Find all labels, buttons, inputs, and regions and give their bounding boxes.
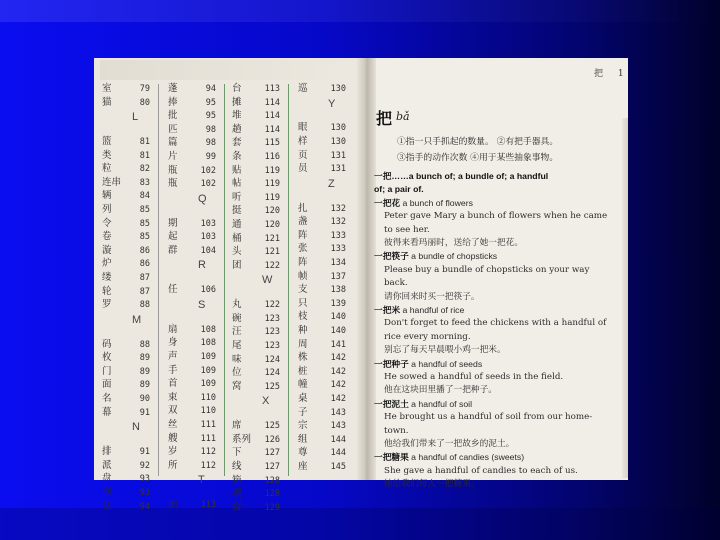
index-char: 批 <box>168 110 178 122</box>
index-char: 排 <box>102 446 112 458</box>
sub-entry-gloss: a handful of rice <box>400 305 465 315</box>
index-page: 91 <box>139 447 150 458</box>
index-section-letter: L <box>132 111 139 124</box>
index-page: 144 <box>330 434 346 445</box>
index-page: 128 <box>264 475 280 486</box>
index-char: 套 <box>232 137 242 149</box>
index-page: 144 <box>330 448 346 459</box>
index-page: 124 <box>264 368 280 379</box>
entry-line: town. <box>384 425 409 436</box>
index-char: 线 <box>232 461 242 473</box>
index-char: 头 <box>232 246 242 258</box>
entry-line: of; a pair of. <box>374 184 424 195</box>
index-char: 子 <box>298 406 308 418</box>
index-page: 133 <box>330 244 346 255</box>
index-page: 92 <box>139 460 150 471</box>
index-char: 帖 <box>232 178 242 190</box>
index-page: 104 <box>200 245 216 256</box>
index-char: 帧 <box>298 270 308 282</box>
index-char: 辆 <box>102 190 112 202</box>
sub-entry-gloss: a handful of soil <box>408 398 473 409</box>
index-page: 85 <box>139 218 150 229</box>
index-char: 支 <box>298 284 308 296</box>
index-char: 轮 <box>102 285 112 297</box>
index-char: 束 <box>168 391 178 403</box>
sub-entry-headword: 一把花 <box>374 198 401 209</box>
index-page: 119 <box>264 192 280 203</box>
index-page: 98 <box>205 138 216 149</box>
index-char: 连串 <box>102 176 122 188</box>
index-page: 85 <box>139 205 150 216</box>
sub-entry-line <box>374 451 624 465</box>
index-char: 周 <box>298 338 308 350</box>
index-page: 113 <box>264 84 280 94</box>
index-char: 盘 <box>102 473 112 485</box>
index-page: 142 <box>330 353 346 364</box>
index-char: 手 <box>168 364 178 376</box>
index-char: 篮 <box>102 136 112 148</box>
index-page: 123 <box>264 341 280 352</box>
index-page: 81 <box>139 137 150 148</box>
index-page: 87 <box>139 273 150 284</box>
index-char: 泡 <box>102 486 112 498</box>
index-page: 122 <box>264 260 280 271</box>
index-page: 89 <box>139 380 150 391</box>
sub-entry-line <box>374 358 624 372</box>
entry-line: He sowed a handful of seeds in the field. <box>384 372 564 382</box>
index-page: 123 <box>264 313 280 324</box>
index-page: 99 <box>205 152 216 162</box>
index-char: 团 <box>232 259 242 271</box>
index-page: 110 <box>200 392 216 403</box>
index-page: 143 <box>330 407 346 418</box>
index-page: 128 <box>264 489 280 500</box>
entry-line: Don't forget to feed the chickens with a handful of <box>384 318 607 329</box>
index-page: 88 <box>139 300 150 311</box>
sub-entry-headword: 一把筷子 <box>374 252 409 263</box>
sub-entry-headword: 一把泥土 <box>374 399 409 410</box>
index-char: 箱 <box>232 474 242 486</box>
index-page: 142 <box>330 394 346 405</box>
bleed-through <box>100 60 350 80</box>
index-char: 下 <box>232 447 242 459</box>
index-char: 瓶 <box>168 164 178 176</box>
index-char: 胎 <box>168 499 178 511</box>
index-char: 声 <box>168 350 178 362</box>
index-char: 宗 <box>298 420 308 432</box>
sub-entry-gloss: a handful of seeds <box>408 358 483 369</box>
index-char: 篇 <box>168 137 178 149</box>
index-page: 124 <box>264 354 280 365</box>
index-char: 扇 <box>168 323 178 335</box>
entry-line: 请你回来时买一把筷子。 <box>384 291 480 302</box>
index-char: 眼 <box>298 122 308 134</box>
index-page: 125 <box>264 421 280 432</box>
index-char: 堆 <box>232 110 242 122</box>
index-char: 幢 <box>298 379 308 391</box>
index-char: 只 <box>298 297 308 309</box>
index-char: 盆 <box>102 500 112 512</box>
entry-line: rice every morning. <box>384 331 471 342</box>
entry-line: 彼得来看玛丽时，送给了她一把花。 <box>384 238 523 248</box>
index-char: 炉 <box>102 258 112 270</box>
index-page: 88 <box>139 339 150 350</box>
index-page: 127 <box>264 448 280 459</box>
index-page: 102 <box>200 165 216 176</box>
index-char: 通 <box>232 219 242 230</box>
index-page: 114 <box>264 97 280 108</box>
index-page: 84 <box>139 191 150 202</box>
index-char: 座 <box>298 461 308 473</box>
index-char: 身 <box>168 337 178 349</box>
index-char: 蓬 <box>168 83 178 94</box>
index-section-letter: R <box>198 259 206 272</box>
index-page: 120 <box>264 206 280 217</box>
index-page: 120 <box>264 220 280 230</box>
index-char: 丸 <box>232 299 242 311</box>
index-page: 142 <box>330 366 346 377</box>
index-page: 142 <box>330 380 346 391</box>
index-page: 79 <box>139 84 150 94</box>
index-page: 95 <box>205 97 216 108</box>
index-char: 挺 <box>232 205 242 217</box>
entry-line: 别忘了每天早晨喂小鸡一把米。 <box>384 345 506 356</box>
index-section-letter: X <box>262 395 270 408</box>
index-page: 103 <box>200 232 216 243</box>
index-char: 艘 <box>168 432 178 444</box>
index-page: 131 <box>330 150 346 161</box>
index-page: 130 <box>330 84 346 94</box>
index-char: 任 <box>168 284 178 296</box>
index-page: 125 <box>264 381 280 392</box>
background-sheen <box>0 0 720 22</box>
index-char: 瓶 <box>168 178 178 190</box>
sub-entry-headword: 一把米 <box>374 306 401 316</box>
index-page: 85 <box>139 232 150 243</box>
index-page: 110 <box>200 406 216 417</box>
index-page: 114 <box>264 111 280 122</box>
index-char: 室 <box>102 83 112 94</box>
page-header <box>594 66 624 79</box>
book-gutter <box>356 58 376 480</box>
index-char: 类 <box>102 149 112 161</box>
entry-line: 他在这块田里播了一把种子。 <box>384 385 497 396</box>
index-char: 席 <box>232 420 242 432</box>
index-page: 119 <box>264 179 280 190</box>
index-char: 汪 <box>232 326 242 338</box>
index-char: 碗 <box>232 312 242 324</box>
entry-line: to see her. <box>384 224 430 235</box>
index-char: 桌 <box>298 393 308 405</box>
index-char: 桶 <box>232 232 242 244</box>
index-char: 名 <box>102 393 112 405</box>
index-char: 系列 <box>232 433 252 445</box>
index-section-letter: Z <box>328 177 335 190</box>
index-char: 桩 <box>298 365 308 377</box>
index-section-letter: W <box>262 274 273 287</box>
index-page: 137 <box>330 271 346 282</box>
index-page: 89 <box>139 366 150 377</box>
index-char: 匹 <box>168 123 178 135</box>
index-page: 133 <box>330 230 346 241</box>
index-page: 86 <box>139 245 150 256</box>
index-char: 组 <box>298 433 308 445</box>
entry-line: She gave a handful of candies to each of us. <box>384 465 578 476</box>
index-char: 群 <box>168 244 178 256</box>
index-char: 条 <box>232 151 242 162</box>
index-char: 页 <box>298 149 308 161</box>
index-page: 87 <box>139 286 150 297</box>
index-char: 粒 <box>102 163 112 175</box>
index-char: 贴 <box>232 164 242 176</box>
index-char: 窝 <box>232 380 242 392</box>
sub-entry-gloss: a handful of candies (sweets) <box>408 452 525 463</box>
index-char: 岁 <box>168 446 178 458</box>
index-char: 样 <box>298 136 308 148</box>
index-page: 109 <box>200 379 216 390</box>
index-char: 尾 <box>232 340 242 352</box>
index-section-letter: T <box>198 474 205 487</box>
entry-line: Please buy a bundle of chopsticks on your way <box>384 264 590 275</box>
index-char: 尊 <box>298 447 308 459</box>
index-page: 112 <box>200 447 216 458</box>
column-rule <box>158 84 159 476</box>
index-char: 丝 <box>168 418 178 430</box>
index-page: 106 <box>200 285 216 296</box>
index-char: 味 <box>232 353 242 365</box>
entry-line: 他给我们带来了一把故乡的泥土。 <box>384 439 515 449</box>
index-page: 108 <box>200 338 216 349</box>
sense-line: ③指手的动作次数 ④用于某些抽象事物。 <box>397 153 559 163</box>
index-char: 宿 <box>232 501 242 513</box>
index-char: 令 <box>102 217 112 229</box>
index-page: 102 <box>200 179 216 190</box>
index-page: 132 <box>330 203 346 214</box>
entry-line: back. <box>384 278 408 289</box>
index-char: 阵 <box>298 229 308 241</box>
index-char: 枝 <box>298 311 308 323</box>
index-char: 派 <box>102 459 112 471</box>
index-page: 90 <box>139 394 150 405</box>
index-char: 漩 <box>102 244 112 256</box>
index-char: 台 <box>232 83 242 94</box>
index-page: 89 <box>139 353 150 364</box>
index-page: 93 <box>139 474 150 485</box>
index-char: 项 <box>232 488 242 500</box>
entry-senses <box>397 134 622 166</box>
index-page: 123 <box>264 327 280 338</box>
index-page: 141 <box>330 339 346 350</box>
sub-entry-line <box>374 250 624 264</box>
index-char: 盏 <box>298 216 308 228</box>
index-page: 81 <box>139 150 150 161</box>
entry-pinyin: bǎ <box>396 110 410 123</box>
index-page: 122 <box>264 300 280 311</box>
index-char: 双 <box>168 405 178 417</box>
column-rule <box>288 84 289 476</box>
index-char: 摊 <box>232 96 242 108</box>
column-rule <box>224 84 225 476</box>
index-page: 130 <box>330 123 346 134</box>
index-page: 93 <box>139 487 150 498</box>
index-char: 卷 <box>102 231 112 243</box>
index-char: 猫 <box>102 96 112 108</box>
sense-line: ①指一只手抓起的数量。 ②有把手器具。 <box>397 137 559 147</box>
index-page: 143 <box>330 421 346 432</box>
index-page: 112 <box>200 460 216 471</box>
index-char: 张 <box>298 243 308 255</box>
index-page: 113 <box>200 500 216 511</box>
index-page: 94 <box>205 84 216 94</box>
index-char: 员 <box>298 163 308 175</box>
index-char: 株 <box>298 352 308 364</box>
index-page: 130 <box>330 137 346 148</box>
index-page: 138 <box>330 285 346 296</box>
index-section-letter: Y <box>328 97 336 110</box>
index-char: 所 <box>168 459 178 471</box>
index-char: 起 <box>168 231 178 243</box>
header-char: 把 <box>594 69 604 79</box>
index-page: 129 <box>264 502 280 513</box>
index-char: 片 <box>168 151 178 162</box>
index-char: 听 <box>232 191 242 203</box>
index-page: 115 <box>264 138 280 149</box>
index-char: 码 <box>102 338 112 350</box>
index-page: 126 <box>264 434 280 445</box>
index-page: 139 <box>330 298 346 309</box>
index-page: 111 <box>200 419 216 430</box>
index-page: 140 <box>330 312 346 323</box>
index-page: 109 <box>200 351 216 362</box>
index-page: 131 <box>330 164 346 175</box>
index-page: 83 <box>139 177 150 188</box>
sub-entry-line <box>374 398 624 412</box>
index-page: 121 <box>264 247 280 258</box>
index-section-letter: N <box>132 421 140 434</box>
index-page: 145 <box>330 462 346 473</box>
index-section-letter: S <box>198 298 206 311</box>
index-page: 132 <box>330 217 346 228</box>
index-page: 91 <box>139 407 150 418</box>
index-page: 95 <box>205 111 216 122</box>
index-char: 扎 <box>298 202 308 214</box>
index-section-letter: Q <box>198 192 207 205</box>
index-char: 捧 <box>168 96 178 108</box>
index-char: 种 <box>298 325 308 337</box>
sub-entry-line <box>374 304 624 318</box>
sub-entry-gloss: a bunch of flowers <box>400 197 473 208</box>
entry-line: 一把……a bunch of; a bundle of; a handful <box>374 171 549 181</box>
index-page: 121 <box>264 233 280 244</box>
sub-entry-gloss: a bundle of chopsticks <box>408 251 498 262</box>
index-page: 86 <box>139 259 150 270</box>
index-page: 82 <box>139 164 150 175</box>
index-char: 列 <box>102 204 112 216</box>
index-char: 首 <box>168 378 178 390</box>
index-char: 位 <box>232 367 242 379</box>
sub-entry-headword: 一把糖果 <box>374 453 409 464</box>
index-page: 103 <box>200 218 216 229</box>
entry-line: 她给我们每人一把糖果。 <box>384 479 480 490</box>
entry-line: He brought us a handful of soil from our home- <box>384 412 593 423</box>
index-char: 门 <box>102 365 112 377</box>
index-char: 幕 <box>102 406 112 418</box>
entry-line: Peter gave Mary a bunch of flowers when he came <box>384 211 608 222</box>
index-char: 面 <box>102 379 112 391</box>
index-page: 94 <box>139 501 150 512</box>
index-char: 趟 <box>232 123 242 135</box>
index-page: 140 <box>330 326 346 337</box>
index-char: 阵 <box>298 257 308 269</box>
index-page: 98 <box>205 124 216 135</box>
index-page: 80 <box>139 97 150 108</box>
index-page: 134 <box>330 258 346 269</box>
index-page: 116 <box>264 152 280 162</box>
index-section-letter: M <box>132 313 142 326</box>
index-page: 109 <box>200 365 216 376</box>
index-page: 119 <box>264 165 280 176</box>
index-page: 127 <box>264 462 280 473</box>
index-page: 108 <box>200 324 216 335</box>
dictionary-photo <box>94 58 628 513</box>
index-char: 枚 <box>102 352 112 364</box>
sub-entry-headword: 一把种子 <box>374 359 409 370</box>
sub-entry-line <box>374 197 624 211</box>
index-char: 缕 <box>102 272 112 284</box>
index-char: 巡 <box>298 83 308 94</box>
index-char: 罗 <box>102 299 112 311</box>
index-page: 114 <box>264 124 280 135</box>
index-page: 111 <box>200 433 216 444</box>
entry-headword: 把 <box>376 109 393 128</box>
page-number: 1 <box>617 69 624 79</box>
index-char: 期 <box>168 217 178 229</box>
